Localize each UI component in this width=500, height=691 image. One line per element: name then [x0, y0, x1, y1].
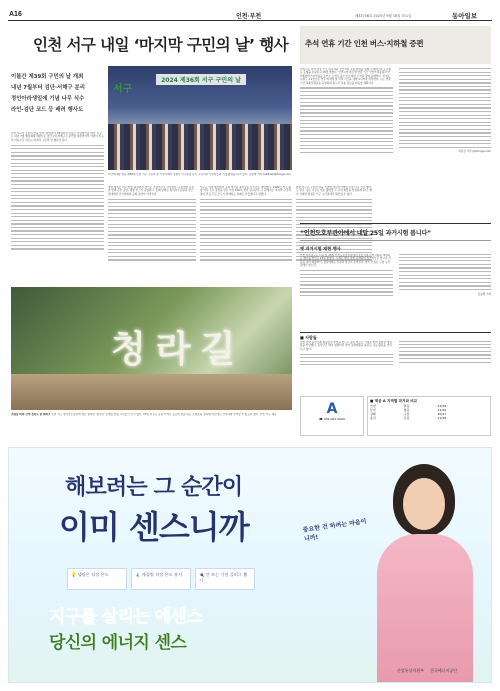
people-label: ■ 사람들 [300, 335, 317, 340]
ceremony-photo [108, 66, 292, 170]
ad-tips [67, 568, 255, 590]
park-path [11, 374, 292, 410]
body-col-4: 한편 서구는 구민의 날을 기념해 정인아라생일 기념 나무 식수 행사도 연다. 심은 나무는 새로 출범할 두 구의 화합을 상징하게 된다. 행사 자세한 일정은 서구 누리집에서 확인할 수 있다. [296, 186, 372, 282]
summary-line: 라인-검단 코드 등 배려 행사도 [11, 107, 84, 113]
body-col-2: 첫날 행사는 서구청 앞 광장에서 열리는 기념식으로 시작한다. 구민대상 시상과 함께 주민 공연, 체험 부스가 운영된다. 둘째 날에는 청라호수공원과 검단 일대에서 걷기대회와 문화 공연이 이어진다. [108, 186, 196, 282]
tip-card: 🌡 계절별 적정 온도 유지 [131, 568, 191, 590]
header-rule [8, 20, 492, 21]
main-headline: 인천 서구 내일 ‘마지막 구민의 날’ 행사 [33, 36, 288, 54]
table-row: 인천 맑음 22/29 [370, 404, 447, 408]
bulb-icon: 💡 [71, 572, 77, 577]
model-body [377, 534, 473, 683]
ministry-logo: 산업통상자원부 [397, 668, 425, 673]
people-body: 인천 지역 봉사단체 회원들이 추석을 앞두고 홀몸 어르신 가정을 찾아 송편과 생필품을 전달했다. 봉사단은 매년 명절마다 지역 소외계층을 돌보는 나눔 활동을 이어오고 있다. [300, 341, 491, 391]
ad-phone: ☎ 032-000-0000 [319, 417, 345, 421]
plug-icon: 🔌 [199, 572, 205, 577]
ad-bottom-line-1: 지구를 살리는 에센스 [49, 607, 203, 627]
ad-speech-bubble: 중요한 건 하려는 마음이니까! [302, 517, 367, 543]
sign-sculpture: 청라길 [111, 329, 246, 370]
tip-card: 🔌 안 쓰는 가전 플러그 뽑기 [195, 568, 255, 590]
weather-title: ■ 제공 A 지역별 과거와 비교 [370, 399, 418, 403]
ad-strip [300, 396, 364, 436]
photo-side-banner: 서구 [113, 84, 133, 95]
masthead: 동아일보 [452, 13, 478, 20]
right2-subhead: 옛 과거시험 재현 행사 [300, 246, 341, 251]
ad-bottom-line-2: 당신의 에너지 센스 [49, 633, 187, 653]
people-group [108, 124, 292, 170]
ad-headline-2: 이미 센스니까 [59, 508, 249, 546]
brand-logo: A [326, 401, 338, 417]
right-headline: 추석 연휴 기간 인천 버스·지하철 증편 [305, 39, 424, 48]
tip-card: 💡 냉방은 적정 온도 [67, 568, 127, 590]
weather-table [370, 404, 488, 420]
park-photo [11, 287, 292, 410]
ad-model-figure [369, 458, 481, 678]
ad-headline-1: 해보려는 그 순간이 [65, 475, 243, 500]
right-article-body: 인천시는 추석 연휴 기간 귀성객과 성묘객의 교통 편의를 위해 시내버스와 도시철도 운행을 늘린다고 15일 밝혔다. 인천시에 따르면 연휴 기간 인천가족공원과 인천종합버스터미널을 오가는 노선은 평소보다 배차 간격을 줄여 운행한다. 인천도시철도 1·2호선은 연휴 마지막 날 막차 시간을 새벽 1시까지 연장한다. 시는 연휴 기간 교통상황실을 운영하며 실시간 교통 정보를 제공할 계획이다. 지용진 기자 ji@donga.com [300, 68, 491, 154]
page-number: A16 [9, 11, 22, 18]
summary-line: 정인아라생일에 기념 나무 식수 [11, 96, 85, 102]
section-name: 인천·부천 [236, 14, 262, 20]
people-box [300, 332, 491, 392]
energy-agency-logo: 한국에너지공단 [430, 668, 458, 673]
weather-box [367, 396, 491, 436]
ad-logos [397, 668, 457, 674]
summary-line: 내년 7월부터 검단·서해구 분리 [11, 85, 85, 91]
table-row: 강화 구름 20/27 [370, 412, 447, 416]
photo-story-caption: 조형물 따라 산책 청라도 한 텐파크 인천 서구 청라호수공원에 새로 설치된 ‘청라길’ 조형물 앞을 시민들이 걷고 있다. 15일 서구는 공원 산책로 곳곳에 빛을 내는 조형물을 설치해 야간에도 안전하게 산책할 수 있도록 했다. 인천 서구 제공 [11, 413, 277, 416]
right2-body: 인천 미추홀구는 다음 달 25일 인천도호부관아에서 조선시대 과거시험을 재현하는 행사를 연다고 15일 밝혔다. 시제는 행사 당일 공개되며 참가자들은 한시나 산문을 지어 제출한다. 장원에게는 상장과 상금이 주어진다. 참가 신청은 구청 누리집에서 받는다. 공승배 기자 [300, 254, 491, 296]
photo-banner-title: 2024 제36회 서구 구민의 날 [156, 74, 246, 85]
photo-caption: 지난해 9월 열린 제36회 인천 서구 구민의 날 기념식에서 강범석 서구청장 등이 구민대상 수상자들과 기념 촬영을 하고 있다. 공승배 기자 ksbfivek@donga.com [108, 173, 291, 176]
summary-line: 이틀간 제39회 구민의 날 개최 [11, 74, 84, 80]
right2-headline: “인천도호부관아에서 내달 25일 과거시험 봅니다” [300, 230, 431, 237]
issue-info: 제33756호 2025년 9월 16일 화요일 [355, 14, 412, 18]
thermometer-icon: 🌡 [135, 572, 141, 577]
table-row: 옹진 흐림 21/26 [370, 416, 447, 420]
model-face [403, 478, 445, 530]
body-col-3: 서구는 이번 행사에서 구의 역사를 돌아보는 사진전도 마련했다. 1995년 서구 출범 이후 주요 장면을 담은 사진 100여 점이 전시된다. 구 관계자는 마지막 구민의 날인 만큼 주민 모두가 함께하는 축제로 만들겠다고 말했다. [200, 186, 292, 282]
body-col-1: 인천 서구가 구민의 날을 맞아 17일부터 18일까지 이틀간 기념행사를 연다. 서구는 내년 7월 행정체제 개편으로 검단구와 서해구로 분리될 예정이어서 이번이 서구의 이름으로 치르는 마지막 구민의 날 행사가 된다. [11, 132, 104, 324]
table-row: 부천 맑음 21/29 [370, 408, 447, 412]
energy-advertisement[interactable] [8, 447, 492, 683]
right2-headline-box [300, 223, 491, 241]
summary-box [11, 72, 104, 116]
